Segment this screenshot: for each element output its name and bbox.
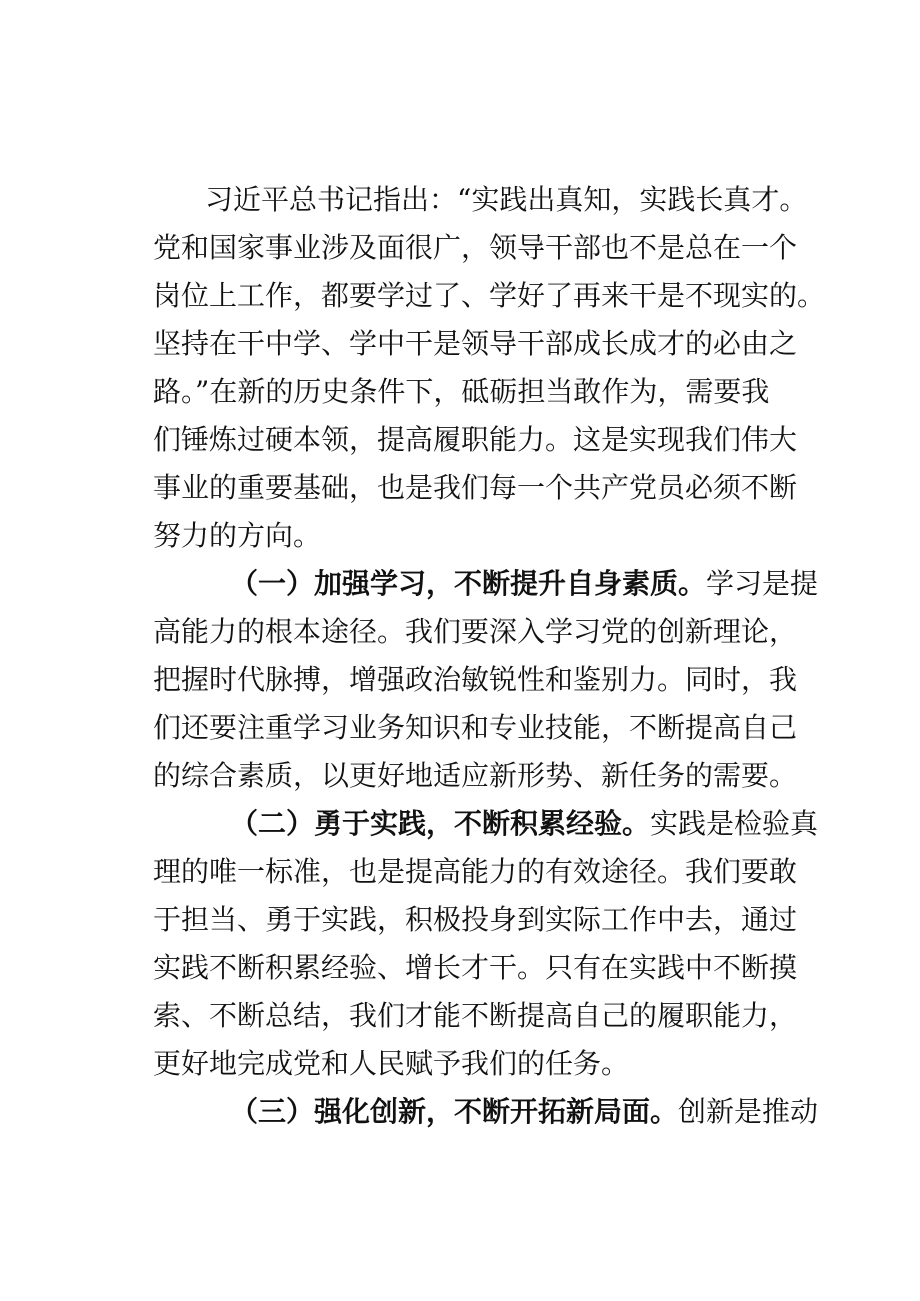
paragraph-1-line-2: 党和国家事业涉及面很广，领导干部也不是总在一个 bbox=[153, 231, 798, 264]
paragraph-3-line-5: 索、不断总结，我们才能不断提高自己的履职能力， bbox=[153, 999, 798, 1032]
paragraph-3-line-1 bbox=[0, 800, 920, 848]
paragraph-2-line-1 bbox=[0, 560, 920, 608]
section-heading-2: （二）勇于实践，不断积累经验。 bbox=[230, 807, 651, 840]
paragraph-1-line-1: 习近平总书记指出：“实践出真知，实践长真才。 bbox=[205, 183, 808, 216]
paragraph-1-line-3: 岗位上工作，都要学过了、学好了再来干是不现实的。 bbox=[153, 279, 826, 312]
paragraph-4-line-1 bbox=[0, 1088, 920, 1136]
paragraph-3-line-3: 于担当、勇于实践，积极投身到实际工作中去，通过 bbox=[153, 903, 798, 936]
paragraph-1-line-7: 事业的重要基础，也是我们每一个共产党员必须不断 bbox=[153, 471, 798, 504]
paragraph-3-line-4: 实践不断积累经验、增长才干。只有在实践中不断摸 bbox=[153, 951, 798, 984]
section-heading-1: （一）加强学习，不断提升自身素质。 bbox=[230, 567, 707, 600]
paragraph-2-first-line-text: 学习是提 bbox=[706, 567, 819, 600]
paragraph-3-line-6: 更好地完成党和人民赋予我们的任务。 bbox=[153, 1047, 630, 1080]
paragraph-1-line-8: 努力的方向。 bbox=[153, 519, 322, 552]
paragraph-2-line-2: 高能力的根本途径。我们要深入学习党的创新理论， bbox=[153, 615, 798, 648]
paragraph-2-line-5: 的综合素质，以更好地适应新形势、新任务的需要。 bbox=[153, 759, 798, 792]
paragraph-1-line-5: 路。”在新的历史条件下，砥砺担当敢作为，需要我 bbox=[153, 375, 770, 408]
paragraph-3-line-2: 理的唯一标准，也是提高能力的有效途径。我们要敢 bbox=[153, 855, 798, 888]
paragraph-1-line-4: 坚持在干中学、学中干是领导干部成长成才的必由之 bbox=[153, 327, 798, 360]
paragraph-4-first-line-text: 创新是推动 bbox=[678, 1095, 819, 1128]
section-heading-3: （三）强化创新，不断开拓新局面。 bbox=[230, 1095, 679, 1128]
paragraph-3-first-line-text: 实践是检验真 bbox=[650, 807, 819, 840]
paragraph-1-line-6: 们锤炼过硬本领，提高履职能力。这是实现我们伟大 bbox=[153, 423, 798, 456]
paragraph-2-line-3: 把握时代脉搏，增强政治敏锐性和鉴别力。同时，我 bbox=[153, 663, 798, 696]
paragraph-2-line-4: 们还要注重学习业务知识和专业技能，不断提高自己 bbox=[153, 711, 798, 744]
